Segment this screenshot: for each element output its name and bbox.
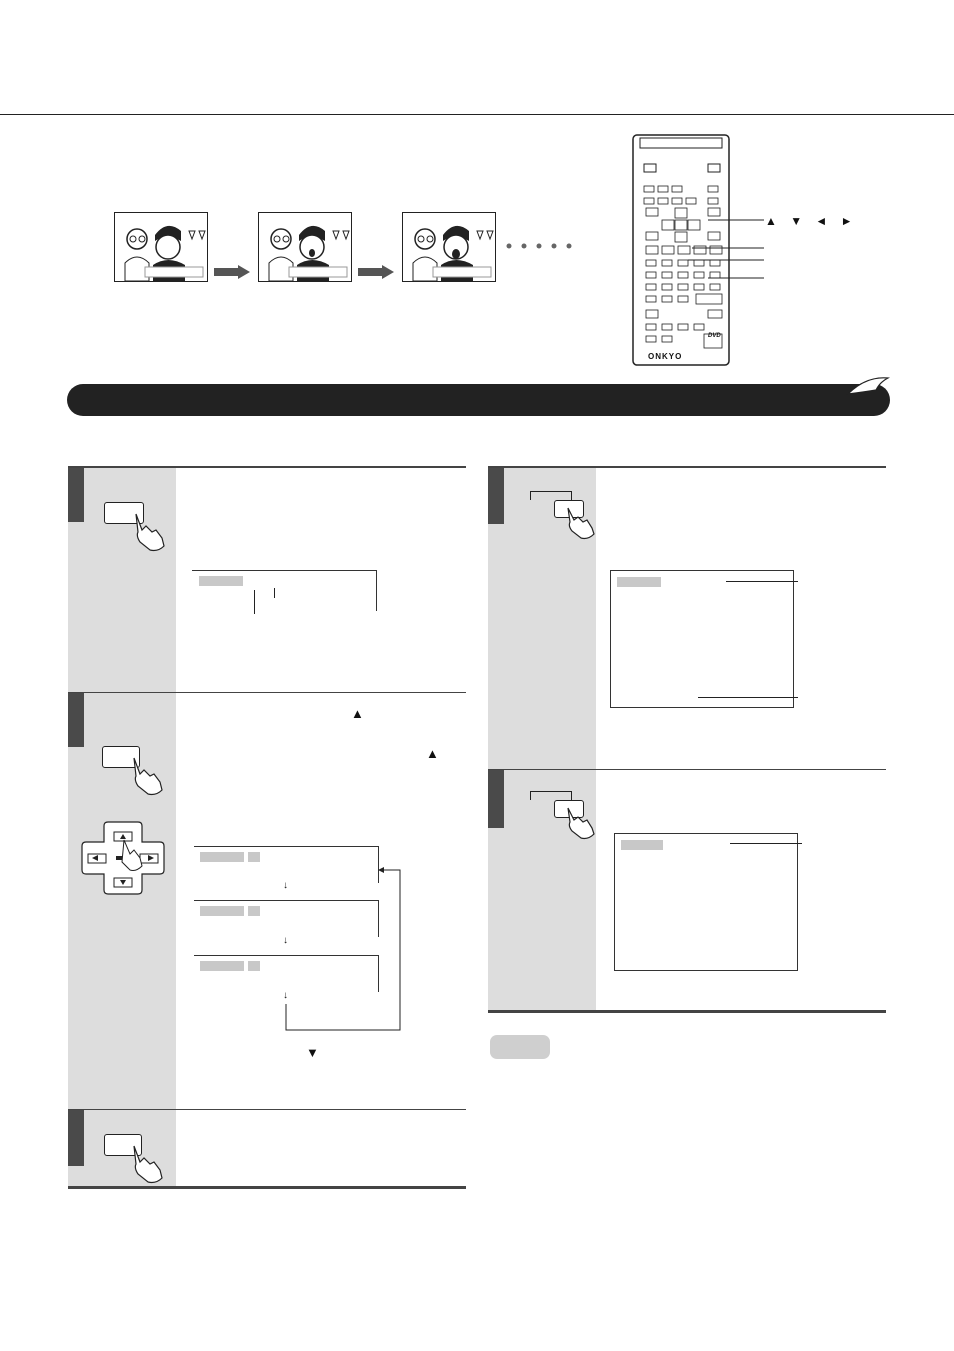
osd-tag	[200, 961, 244, 971]
step-2-tab	[68, 693, 84, 747]
hand-pointer-icon	[128, 1144, 168, 1184]
down-arrow-icon: ▼	[306, 1045, 319, 1060]
remote-dvd-badge: DVD	[708, 333, 721, 339]
remote-arrow-keys-label: ▲ ▼ ◄ ►	[765, 214, 858, 228]
step-3-divider	[68, 1109, 466, 1110]
hand-pointer-icon	[130, 512, 170, 552]
scene-frame-1	[114, 212, 208, 282]
remote-callout-lines	[708, 218, 768, 288]
callout-line	[726, 581, 798, 582]
step-5-tab	[488, 770, 504, 828]
osd-divider	[274, 588, 275, 598]
step-4-onscreen-display	[610, 570, 794, 708]
continuation-dots	[505, 242, 573, 250]
hand-pointer-icon	[128, 756, 168, 796]
remote-brand-label: ONKYO	[648, 352, 683, 361]
hand-pointer-icon	[564, 506, 600, 540]
scene-frame-3	[402, 212, 496, 282]
right-panel-bottom-rule	[488, 1010, 886, 1013]
step-5-divider	[488, 769, 886, 770]
down-arrow-icon: ↓	[283, 990, 288, 1001]
up-arrow-icon: ▲	[351, 706, 364, 721]
arrow-right-icon	[214, 265, 250, 279]
osd-tag	[200, 906, 244, 916]
osd-tag	[617, 577, 661, 587]
step-2-divider	[68, 692, 466, 693]
note-badge	[490, 1035, 550, 1059]
step-5-onscreen-display	[614, 833, 798, 971]
key-label-bracket	[530, 491, 572, 500]
section-bar-flourish	[846, 372, 890, 396]
osd-tag	[248, 852, 260, 862]
callout-line	[698, 697, 798, 698]
left-panel-bottom-rule	[68, 1186, 466, 1189]
scene-frame-2	[258, 212, 352, 282]
section-heading-bar	[67, 384, 890, 416]
hand-pointer-icon	[564, 806, 600, 840]
step-3-tab	[68, 1110, 84, 1166]
cycle-loop-arrow	[284, 866, 404, 1034]
right-panel-grey-column	[488, 468, 596, 1010]
top-rule	[0, 114, 954, 115]
key-label-bracket	[530, 791, 572, 800]
up-arrow-icon: ▲	[426, 746, 439, 761]
callout-line	[730, 843, 802, 844]
arrow-right-icon	[358, 265, 394, 279]
osd-tag	[200, 852, 244, 862]
direction-pad-illustration	[80, 820, 166, 896]
osd-tag	[248, 906, 260, 916]
step-4-tab	[488, 468, 504, 524]
osd-divider	[254, 590, 255, 614]
osd-tag	[248, 961, 260, 971]
step-1-tab	[68, 468, 84, 522]
down-arrow-icon: ↓	[283, 935, 288, 946]
step-1-osd-tag	[199, 576, 243, 586]
osd-tag	[621, 840, 663, 850]
down-arrow-icon: ↓	[283, 880, 288, 891]
